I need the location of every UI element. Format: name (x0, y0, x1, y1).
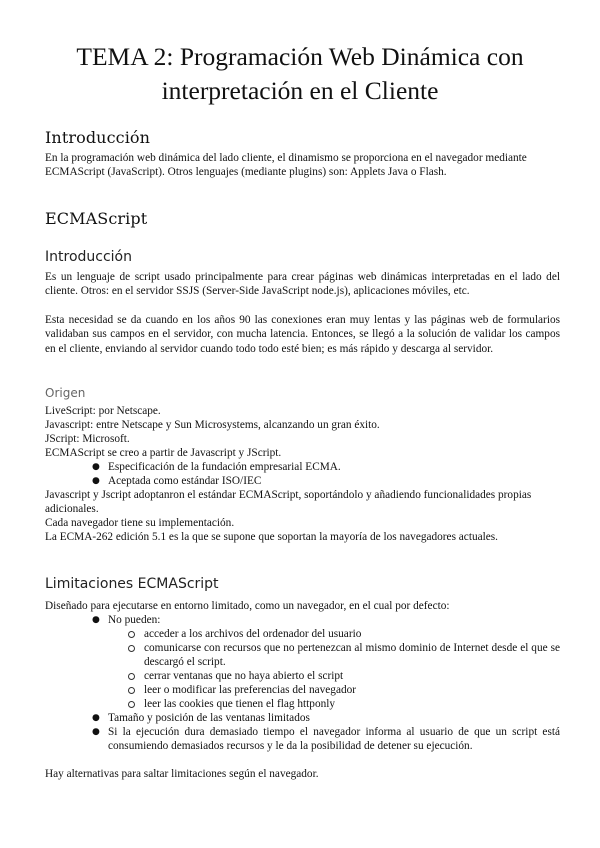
bullet-dot: ● (92, 727, 100, 737)
origin-line: Javascript: entre Netscape y Sun Microsystems, alcanzando un gran éxito. (45, 419, 380, 431)
origin-line: LiveScript: por Netscape. (45, 405, 161, 417)
limits-bullet-no-pueden: No pueden: (108, 614, 161, 626)
limits-sub-item: leer las cookies que tienen el flag httponly (144, 698, 336, 710)
section-heading-ecmascript: ECMAScript (45, 209, 148, 228)
sub-bullet-circle (128, 701, 135, 708)
subsection-heading-origen: Origen (45, 386, 86, 400)
limits-sub-item: cerrar ventanas que no haya abierto el script (144, 670, 344, 682)
origin-line-implementation: Cada navegador tiene su implementación. (45, 517, 235, 529)
origin-line: JScript: Microsoft. (45, 433, 130, 445)
page-title: TEMA 2: Programación Web Dinámica con interpretación en el Cliente (76, 42, 524, 105)
bullet-dot: ● (92, 476, 100, 486)
limits-closing: Hay alternativas para saltar limitaciones según el navegador. (45, 768, 319, 780)
sub-bullet-circle (128, 673, 135, 680)
origin-paragraph-adoption: Javascript y Jscript adoptanron el estándar ECMAScript, soportándolo y añadiendo funcionalidades propias adicionales. (45, 489, 532, 516)
ecma-intro-paragraph-1: Es un lenguaje de script usado principalmente para crear páginas web dinámicas interpretadas en el lado del cliente. Otros: en el servidor SSJS (Server-Side JavaScript node.js), aplicaciones móviles, etc. (45, 271, 560, 298)
sub-bullet-circle (128, 631, 135, 638)
bullet-dot: ● (92, 462, 100, 472)
limits-sub-item: leer o modificar las preferencias del navegador (144, 684, 357, 696)
sub-bullet-circle (128, 687, 135, 694)
limits-sub-item: acceder a los archivos del ordenador del usuario (144, 628, 362, 640)
sub-bullet-circle (128, 645, 135, 652)
limits-bullet-ejecucion: Si la ejecución dura demasiado tiempo el navegador informa al usuario de que un script está consumiendo demasiados recursos y le da la posibilidad de detener su ejecución. (108, 726, 560, 753)
subsection-heading-limitaciones: Limitaciones ECMAScript (45, 576, 219, 592)
limits-lead: Diseñado para ejecutarse en entorno limitado, como un navegador, en el cual por defecto: (45, 600, 450, 612)
section-heading-introduccion: Introducción (45, 128, 151, 147)
origin-line: ECMAScript se creo a partir de Javascript y JScript. (45, 447, 282, 459)
intro-paragraph: En la programación web dinámica del lado cliente, el dinamismo se proporciona en el navegador mediante ECMAScript (JavaScript). Otros lenguajes (mediante plugins) son: Applets Java o Flash. (45, 152, 527, 179)
origin-paragraph-ecma262: La ECMA-262 edición 5.1 es la que se supone que soportan la mayoría de los navegadores actuales. (45, 531, 498, 543)
origin-bullet: Aceptada como estándar ISO/IEC (108, 475, 262, 487)
bullet-dot: ● (92, 615, 100, 625)
subsection-heading-introduccion: Introducción (45, 249, 132, 265)
limits-bullet-tamano: Tamaño y posición de las ventanas limitados (108, 712, 310, 724)
bullet-dot: ● (92, 713, 100, 723)
origin-bullet: Especificación de la fundación empresarial ECMA. (108, 461, 341, 473)
limits-sub-item: comunicarse con recursos que no pertenezcan al mismo dominio de Internet desde el que se descargó el script. (144, 642, 560, 669)
ecma-intro-paragraph-2: Esta necesidad se da cuando en los años 90 las conexiones eran muy lentas y las páginas web de formularios validaban sus campos en el servidor, con mucha latencia. Entonces, se llegó a la solución de validar los campos en el cliente, enviando al servidor cuando todo todo esté bien; es más rápido y descarga al servidor. (45, 314, 560, 355)
